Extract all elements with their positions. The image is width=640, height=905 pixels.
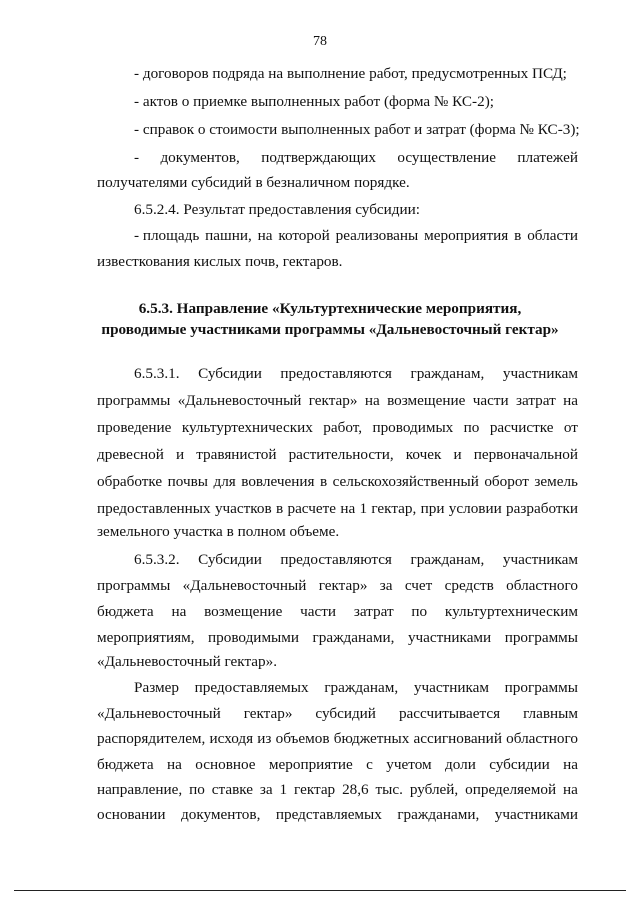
word: гектар»	[308, 392, 358, 409]
word: учетом	[386, 756, 432, 773]
paragraph-6532-line	[134, 550, 578, 570]
word: почвы	[167, 473, 208, 490]
word: 28,6	[342, 781, 369, 798]
word: предоставленных	[97, 500, 211, 517]
word: основное	[195, 756, 256, 773]
list-item: - актов о приемке выполненных работ (форма № КС-2);	[134, 93, 494, 110]
result-heading: 6.5.2.4. Результат предоставления субсидии:	[134, 201, 420, 218]
word: реализованы	[335, 227, 419, 244]
word: субсидии	[489, 756, 550, 773]
word: на	[340, 500, 356, 517]
word: бюджета	[97, 603, 154, 620]
word: основании	[97, 806, 166, 823]
word: растительности,	[288, 446, 394, 463]
word: гектар	[294, 781, 336, 798]
word: участков	[214, 500, 272, 517]
word: гектар»	[318, 577, 368, 594]
word: кочек	[405, 446, 442, 463]
word: условии	[448, 500, 502, 517]
word: осуществление	[397, 149, 496, 166]
word: «Дальневосточный	[97, 705, 221, 722]
word: участникам	[413, 679, 489, 696]
word: мероприятия	[424, 227, 509, 244]
word: области	[527, 227, 578, 244]
word: по	[463, 419, 480, 436]
word: травянистой	[196, 446, 277, 463]
word: культуртехническим	[444, 603, 578, 620]
word: возмещение	[387, 392, 466, 409]
word: Размер	[134, 679, 179, 696]
word: областного	[506, 730, 578, 747]
list-item: - справок о стоимости выполненных работ и затрат (форма № КС-3);	[134, 121, 580, 138]
word: гектар,	[371, 500, 417, 517]
paragraph-6532-line	[97, 576, 578, 596]
word: «Дальневосточный	[177, 392, 302, 409]
word: средств	[444, 577, 494, 594]
word: участниками	[407, 629, 492, 646]
paragraph-6532-line	[97, 628, 578, 648]
result-item-line2: известкования кислых почв, гектаров.	[97, 253, 343, 270]
word: первоначальной	[473, 446, 578, 463]
word: оборот	[484, 473, 529, 490]
word: бюджетных	[333, 730, 410, 747]
word: на	[563, 392, 578, 409]
bottom-rule	[14, 890, 626, 891]
word: пашни,	[205, 227, 252, 244]
word: распорядителем,	[97, 730, 206, 747]
word: гражданам,	[324, 679, 399, 696]
word: возмещение	[204, 603, 283, 620]
paragraph-size-line	[97, 704, 578, 724]
word: на	[171, 603, 187, 620]
word: и	[453, 446, 462, 463]
word: ассигнований	[413, 730, 502, 747]
word: сельскохозяйственный	[332, 473, 479, 490]
word: для	[213, 473, 236, 490]
word: разработки	[506, 500, 578, 517]
word: по	[411, 603, 428, 620]
result-item-line1	[134, 226, 578, 246]
word: предоставляемых	[194, 679, 309, 696]
word: на	[364, 392, 380, 409]
word: расчистке	[489, 419, 554, 436]
word: гражданам,	[410, 365, 485, 382]
word: рассчитывается	[398, 705, 501, 722]
word: субсидий	[315, 705, 376, 722]
paragraph-size-line	[97, 780, 578, 800]
list-item-docs-line1	[134, 148, 578, 168]
word: мероприятие	[268, 756, 353, 773]
paragraph-6531-line	[97, 445, 578, 465]
word: работ,	[323, 419, 363, 436]
word: тыс.	[375, 781, 403, 798]
paragraph-6531-line	[97, 418, 578, 438]
word: гектар»	[243, 705, 293, 722]
word: затрат	[353, 603, 394, 620]
word: за	[259, 781, 273, 798]
word: ставке	[211, 781, 253, 798]
word: подтверждающих	[261, 149, 376, 166]
word: расчете	[287, 500, 336, 517]
word: в	[319, 473, 328, 490]
word: из	[257, 730, 272, 747]
word: проведение	[97, 419, 172, 436]
word: программы	[504, 679, 578, 696]
paragraph-size-line	[134, 678, 578, 698]
word: программы	[97, 577, 171, 594]
paragraph-6531-line	[97, 472, 578, 492]
word: гражданами,	[397, 806, 480, 823]
word: программы	[504, 629, 578, 646]
word: рублей,	[409, 781, 459, 798]
paragraph-6531-line	[97, 391, 578, 411]
word: в	[275, 500, 284, 517]
word: в	[514, 227, 522, 244]
word: проводимых	[372, 419, 454, 436]
word: исходя	[209, 730, 254, 747]
word: за	[379, 577, 393, 594]
word: документов,	[160, 149, 240, 166]
word: затрат	[515, 392, 556, 409]
paragraph-6531-line	[134, 364, 578, 384]
list-item-docs-line2: получателями субсидий в безналичном порядке.	[97, 174, 410, 191]
word: от	[563, 419, 578, 436]
paragraph-6532-line	[97, 602, 578, 622]
word: 1	[359, 500, 368, 517]
word: обработке	[97, 473, 163, 490]
word: объемов	[275, 730, 330, 747]
word: -	[134, 149, 140, 166]
word: мероприятиям,	[97, 629, 195, 646]
list-item: - договоров подряда на выполнение работ, предусмотренных ПСД;	[134, 65, 567, 82]
word: участникам	[502, 551, 578, 568]
paragraph-size-line	[97, 755, 578, 775]
word: на	[563, 781, 578, 798]
word: с	[366, 756, 373, 773]
word: на	[167, 756, 182, 773]
word: участниками	[494, 806, 578, 823]
paragraph-6532-last-line: «Дальневосточный гектар».	[97, 653, 278, 670]
word: доли	[445, 756, 476, 773]
word: документов,	[181, 806, 261, 823]
word: Субсидии	[198, 365, 262, 382]
word: бюджета	[97, 756, 154, 773]
word: по	[189, 781, 205, 798]
word: земель	[534, 473, 578, 490]
word: платежей	[517, 149, 578, 166]
word: счет	[404, 577, 433, 594]
word: части	[300, 603, 337, 620]
word: Субсидии	[198, 551, 262, 568]
section-heading-line2: проводимые участниками программы «Дальневосточный гектар»	[101, 321, 559, 338]
word: определяемой	[465, 781, 557, 798]
section-heading-line1: 6.5.3. Направление «Культуртехнические мероприятия,	[138, 300, 522, 317]
word: 1	[279, 781, 288, 798]
paragraph-size-line	[97, 805, 578, 825]
word: на	[563, 756, 578, 773]
word: предоставляются	[280, 551, 392, 568]
word: гражданам,	[410, 551, 485, 568]
word: областного	[506, 577, 578, 594]
word: направление,	[97, 781, 183, 798]
word: 6.5.3.2.	[134, 551, 180, 568]
word: главным	[523, 705, 578, 722]
word: проводимыми	[208, 629, 299, 646]
word: - площадь	[134, 227, 200, 244]
word: культуртехнических	[181, 419, 313, 436]
word: предоставляются	[280, 365, 392, 382]
page-number: 78	[313, 34, 327, 49]
word: «Дальневосточный	[182, 577, 307, 594]
word: представляемых	[275, 806, 382, 823]
paragraph-6531-last-line: земельного участка в полном объеме.	[97, 523, 340, 540]
word: программы	[97, 392, 171, 409]
word: участникам	[502, 365, 578, 382]
word: вовлечения	[241, 473, 315, 490]
paragraph-6531-line	[97, 499, 578, 519]
word: 6.5.3.1.	[134, 365, 180, 382]
word: которой	[278, 227, 330, 244]
word: на	[257, 227, 273, 244]
word: части	[472, 392, 509, 409]
word: гражданами,	[312, 629, 395, 646]
word: древесной	[97, 446, 164, 463]
word: при	[420, 500, 445, 517]
word: и	[175, 446, 185, 463]
paragraph-size-line	[97, 729, 578, 749]
